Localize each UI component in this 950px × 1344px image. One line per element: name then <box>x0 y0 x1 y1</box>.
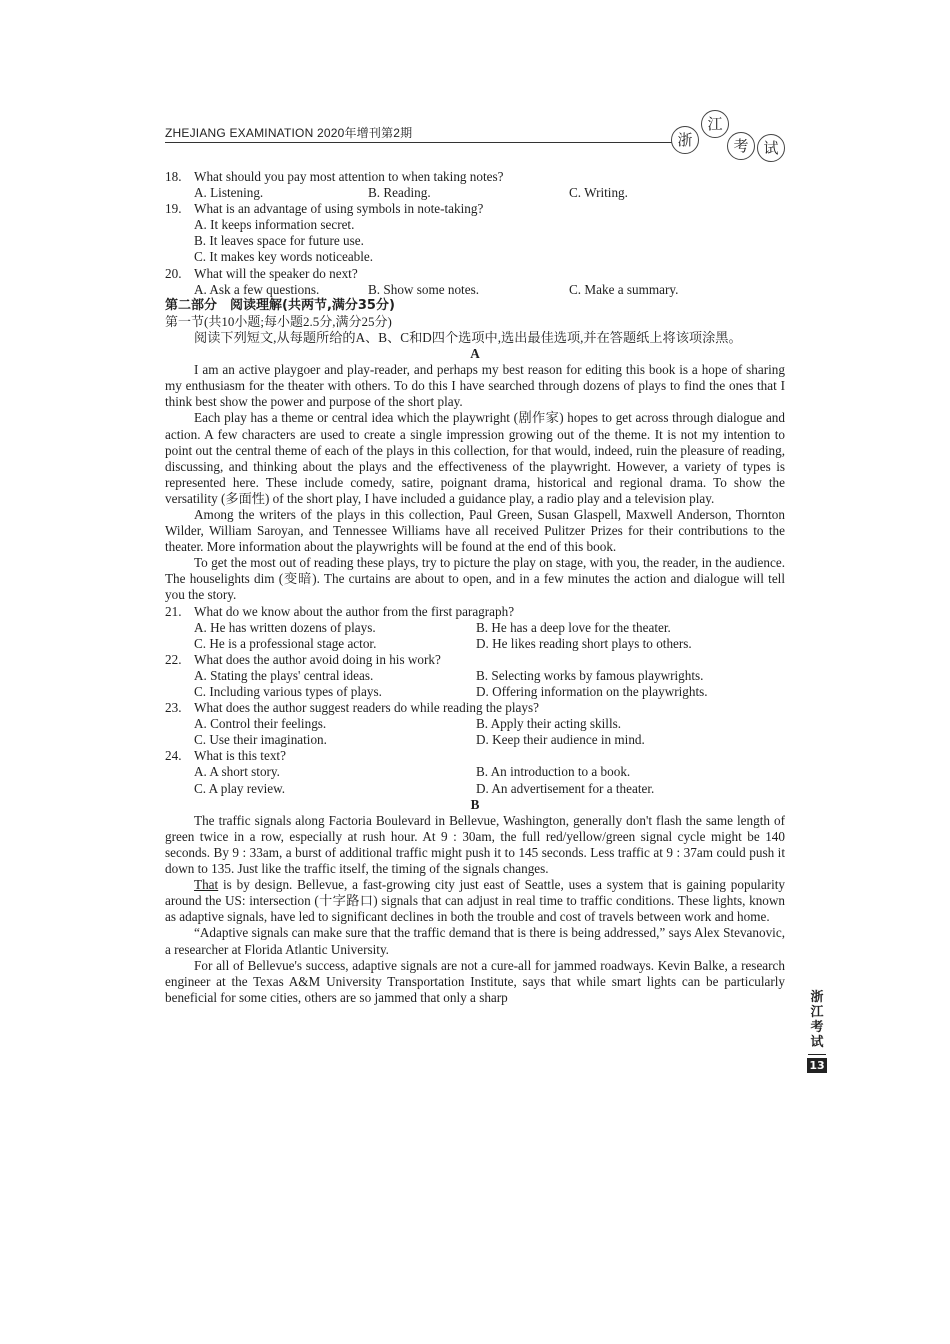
option: B. It leaves space for future use. <box>194 233 364 249</box>
option: B. Selecting works by famous playwrights. <box>476 667 704 683</box>
passage-a-paragraph-1: I am an active playgoer and play-reader, and perhaps my best reason for editing this book is a hope of sharing my enthusiasm for the theater with others. To do this I have searched through dozens of plays to find the ones that I think best show the power and purpose of the short play. <box>165 362 785 410</box>
option: B. He has a deep love for the theater. <box>476 619 671 635</box>
option: D. Keep their audience in mind. <box>476 732 645 748</box>
sidebar-char: 考 <box>810 1020 824 1035</box>
option: A. Control their feelings. <box>194 716 327 732</box>
journal-badge <box>665 110 795 170</box>
sidebar-char: 试 <box>810 1035 824 1050</box>
question-23: 23. What does the author suggest readers do while reading the plays? A. Control their feelings. B. Apply their acting skills. C. Use their imagination. D. Keep their audience in mind. <box>165 700 645 748</box>
option: C. He is a professional stage actor. <box>194 635 377 651</box>
instruction: 阅读下列短文,从每题所给的A、B、C和D四个选项中,选出最佳选项,并在答题纸上将该项涂黑。 <box>194 329 742 345</box>
question-20: 20. What will the speaker do next? A. Ask a few questions. B. Show some notes. C. Make a summary. <box>165 265 679 297</box>
badge-char-4: 试 <box>757 134 785 162</box>
option: A. Ask a few questions. <box>194 281 320 297</box>
question-text: What is this text? <box>194 748 286 764</box>
option: B. Show some notes. <box>368 281 479 297</box>
passage-a-paragraph-4: To get the most out of reading these plays, try to picture the play on stage, with you, the reader, in the audience. The houselights dim (变暗). The curtains are about to open, and in a few minutes the action and dialogue will tell you the story. <box>165 555 785 603</box>
section1-title: 第一节(共10小题;每小题2.5分,满分25分) <box>165 313 392 329</box>
badge-char-1: 浙 <box>671 126 699 154</box>
question-21: 21. What do we know about the author from the first paragraph? A. He has written dozens of plays. B. He has a deep love for the theater. C. He is a professional stage actor. D. He likes reading short plays to others. <box>165 603 692 651</box>
option: A. Listening. <box>194 185 264 201</box>
question-19: 19. What is an advantage of using symbols in note-taking? A. It keeps information secret. B. It leaves space for future use. C. It makes key words noticeable. <box>165 201 785 265</box>
passage-b-paragraph-1: The traffic signals along Factoria Boulevard in Bellevue, Washington, generally don't flash the same length of green twice in a row, especially at rush hour. At 9 : 30am, the full red/yellow/green signal cycle might be 140 seconds. By 9 : 33am, a burst of additional traffic might push it to 145 seconds. Less traffic at 9 : 37am could push it down to 135. Just like the traffic itself, the timing of the signals changes. <box>165 812 785 877</box>
option: C. A play review. <box>194 780 286 796</box>
underlined-word: That <box>194 877 219 893</box>
page-number: 13 <box>809 1059 825 1072</box>
option: D. He likes reading short plays to others. <box>476 635 692 651</box>
question-text: What will the speaker do next? <box>194 265 358 281</box>
badge-char-2: 江 <box>701 110 729 138</box>
question-text: What do we know about the author from the first paragraph? <box>194 603 515 619</box>
option: C. It makes key words noticeable. <box>194 249 374 265</box>
option: D. Offering information on the playwrights. <box>476 684 708 699</box>
sidebar-char: 浙 <box>810 990 824 1005</box>
sidebar-char: 江 <box>810 1005 824 1020</box>
passage-b-paragraph-3: “Adaptive signals can make sure that the traffic demand that is there is being addressed,” says Alex Stevanovic, a researcher at Florida Atlantic University. <box>165 925 785 957</box>
passage-a-paragraph-3: Among the writers of the plays in this collection, Paul Green, Susan Glaspell, Maxwell Anderson, Thornton Wilder, William Saroyan, and Tennessee Williams have all received Pulitzer Prizes for their contributions to the theater. More information about the playwrights will be found at the end of this book. <box>165 506 785 555</box>
sidebar-journal-tag <box>806 990 828 1073</box>
option: A. A short story. <box>194 764 280 780</box>
question-22: 22. What does the author avoid doing in his work? A. Stating the plays' central ideas. B. Selecting works by famous playwrights. C. Including various types of plays. D. Offering information on the playwrights. <box>165 651 708 699</box>
option: D. An advertisement for a theater. <box>476 780 655 796</box>
passage-b-paragraph-2 <box>165 877 785 925</box>
header-rule <box>165 142 685 143</box>
sidebar-divider <box>808 1054 826 1055</box>
option: A. It keeps information secret. <box>194 217 355 233</box>
question-text: What is an advantage of using symbols in note-taking? <box>194 201 484 217</box>
question-text: What does the author avoid doing in his work? <box>194 651 441 667</box>
option: C. Including various types of plays. <box>194 684 382 699</box>
question-18: 18. What should you pay most attention to when taking notes? A. Listening. B. Reading. C. Writing. <box>165 169 628 201</box>
option: C. Make a summary. <box>569 281 679 297</box>
part2-title: 第二部分 阅读理解(共两节,满分35分) <box>165 297 395 313</box>
badge-char-3: 考 <box>727 132 755 160</box>
option: C. Writing. <box>569 185 628 201</box>
passage-b-paragraph-4: For all of Bellevue's success, adaptive signals are not a cure-all for jammed roadways. Kevin Balke, a research engineer at the Texas A&M University Transportation Institute, says that while smart lights can be particularly beneficial for some cities, others are so jammed that only a sharp <box>165 957 785 1005</box>
header-title: ZHEJIANG EXAMINATION 2020年增刊第2期 <box>165 126 413 140</box>
option: B. Reading. <box>368 185 431 201</box>
paragraph-text: is by design. Bellevue, a fast-growing city just east of Seattle, uses a system that is gaining popularity around the US: intersection (十字路口) signals that can adjust in real time to traffic conditions. These lights, known as adaptive signals, have led to significant declines in both the trouble and cost of travels between work and home. <box>165 877 785 925</box>
question-text: What should you pay most attention to when taking notes? <box>194 169 504 184</box>
passage-a-label: A <box>470 346 480 362</box>
option: B. An introduction to a book. <box>476 764 631 780</box>
option: C. Use their imagination. <box>194 732 327 748</box>
question-24: 24. What is this text? A. A short story. B. An introduction to a book. C. A play review. D. An advertisement for a theater. <box>165 748 655 796</box>
passage-b-label: B <box>470 796 480 812</box>
page-content <box>165 169 785 1006</box>
option: A. He has written dozens of plays. <box>194 619 376 635</box>
question-text: What does the author suggest readers do while reading the plays? <box>194 700 539 716</box>
passage-a-paragraph-2: Each play has a theme or central idea which the playwright (剧作家) hopes to get across through dialogue and action. A few characters are used to create a single impression growing out of the theme. It is not my intention to point out the central theme of each of the plays in this collection, for that would, indeed, ruin the pleasure of reading, discussing, and thinking about the plays and the effectiveness of the playwright. However, a variety of types is represented here. These include comedy, satire, poignant drama, historical and regional drama. To show the versatility (多面性) of the short play, I have included a guidance play, a radio play and a television play. <box>165 410 785 506</box>
option: B. Apply their acting skills. <box>476 716 622 732</box>
option: A. Stating the plays' central ideas. <box>194 667 374 683</box>
